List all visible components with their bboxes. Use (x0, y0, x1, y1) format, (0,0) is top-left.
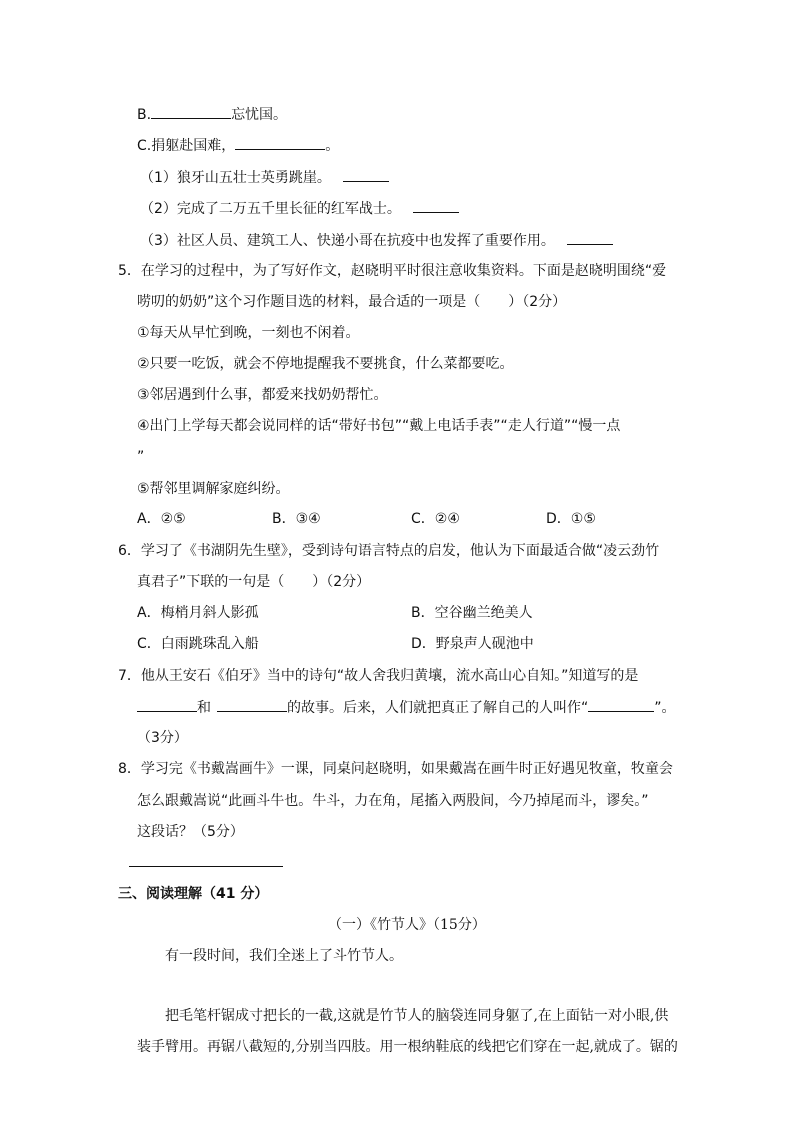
q7-mid: 的故事。后来，人们就把真正了解自己的人叫作“ (287, 700, 589, 716)
q4-c-prefix: C.捐躯赴国难， (137, 138, 236, 154)
q4-item1-text: （1）狼牙山五壮士英勇跳崖。 (140, 170, 331, 186)
section3-subheading: （一）《竹节人》（15分） (328, 917, 486, 933)
q8-answer-line[interactable] (129, 866, 283, 867)
q4-item-1 (140, 167, 389, 188)
q4-item2-text: （2）完成了二万五千里长征的红军战士。 (140, 201, 401, 217)
q6-choice-b[interactable]: B．空谷幽兰绝美人 (411, 605, 533, 621)
q4-item1-blank[interactable] (343, 167, 389, 182)
q6-line-1: 6．学习了《书湖阴先生壁》，受到诗句语言特点的启发，他认为下面最适合做“凌云劲竹 (118, 543, 660, 559)
q4-item3-text: （3）社区人员、建筑工人、快递小哥在抗疫中也发挥了重要作用。 (140, 233, 555, 249)
q5-material-1: ①每天从早忙到晚，一刻也不闲着。 (137, 325, 360, 341)
passage-paragraph-2a: 把毛笔杆锯成寸把长的一截,这就是竹节人的脑袋连同身躯了,在上面钻一对小眼,供 (165, 1008, 669, 1024)
section3-heading: 三、阅读理解（41 分） (118, 886, 269, 902)
q5-line-1: 5．在学习的过程中，为了写好作文，赵晓明平时很注意收集资料。下面是赵晓明围绕“爱 (118, 263, 667, 279)
q4-option-b (137, 104, 287, 125)
q6-line-2: 真君子”下联的一句是（ ）（2分） (137, 574, 371, 590)
q4-b-blank[interactable] (151, 104, 231, 119)
q6-choice-d[interactable]: D．野泉声人砚池中 (411, 636, 534, 652)
q7-line-1: 7．他从王安石《伯牙》当中的诗句“故人舍我归黄壤，流水高山心自知。”知道写的是 (118, 668, 639, 684)
passage-paragraph-1: 有一段时间，我们全迷上了斗竹节人。 (165, 948, 403, 964)
q5-choice-a[interactable]: A．②⑤ (137, 511, 186, 527)
q5-material-5: ⑤帮邻里调解家庭纠纷。 (137, 481, 290, 497)
q4-c-suffix: 。 (325, 138, 340, 154)
q4-item-3 (140, 230, 613, 251)
q5-choice-c[interactable]: C．②④ (411, 511, 460, 527)
q7-blank-1[interactable] (137, 697, 197, 712)
q7-line-2 (137, 697, 676, 718)
q8-line-2: 怎么跟戴嵩说“此画斗牛也。牛斗，力在角，尾搐入两股间，今乃掉尾而斗，谬矣。” (137, 793, 649, 809)
q7-end: ”。 (654, 700, 676, 716)
q5-choice-b[interactable]: B．③④ (272, 511, 321, 527)
passage-paragraph-2b: 装手臂用。再锯八截短的,分别当四肢。用一根纳鞋底的线把它们穿在一起,就成了。锯的 (137, 1039, 678, 1055)
q7-blank-2[interactable] (217, 697, 287, 712)
q5-line-2: 唠叨的奶奶”这个习作题目选的材料，最合适的一项是（ ）（2分） (137, 294, 567, 310)
q6-choice-a[interactable]: A．梅梢月斜人影孤 (137, 605, 259, 621)
q4-b-suffix: 忘忧国。 (231, 107, 288, 123)
q4-item2-blank[interactable] (413, 198, 459, 213)
q7-and: 和 (197, 700, 211, 716)
q5-material-4: ④出门上学每天都会说同样的话“带好书包”“戴上电话手表”“走人行道”“慢一点 (137, 418, 621, 434)
q7-score: （3分） (137, 730, 188, 746)
q4-b-prefix: B. (137, 107, 152, 123)
q5-material-4-end: ” (137, 449, 145, 465)
q5-material-3: ③邻居遇到什么事，都爱来找奶奶帮忙。 (137, 387, 388, 403)
q4-item3-blank[interactable] (567, 230, 613, 245)
q7-blank-3[interactable] (588, 697, 654, 712)
q5-choice-d[interactable]: D．①⑤ (546, 511, 596, 527)
q4-item-2 (140, 198, 459, 219)
q8-line-3: 这段话？（5分） (137, 824, 244, 840)
q4-option-c (137, 135, 339, 156)
q8-line-1: 8．学习完《书戴嵩画牛》一课，同桌问赵晓明，如果戴嵩在画牛时正好遇见牧童，牧童会 (118, 761, 673, 777)
q4-c-blank[interactable] (235, 135, 325, 150)
q6-choice-c[interactable]: C．白雨跳珠乱入船 (137, 636, 259, 652)
q5-material-2: ②只要一吃饭，就会不停地提醒我不要挑食，什么菜都要吃。 (137, 356, 514, 372)
